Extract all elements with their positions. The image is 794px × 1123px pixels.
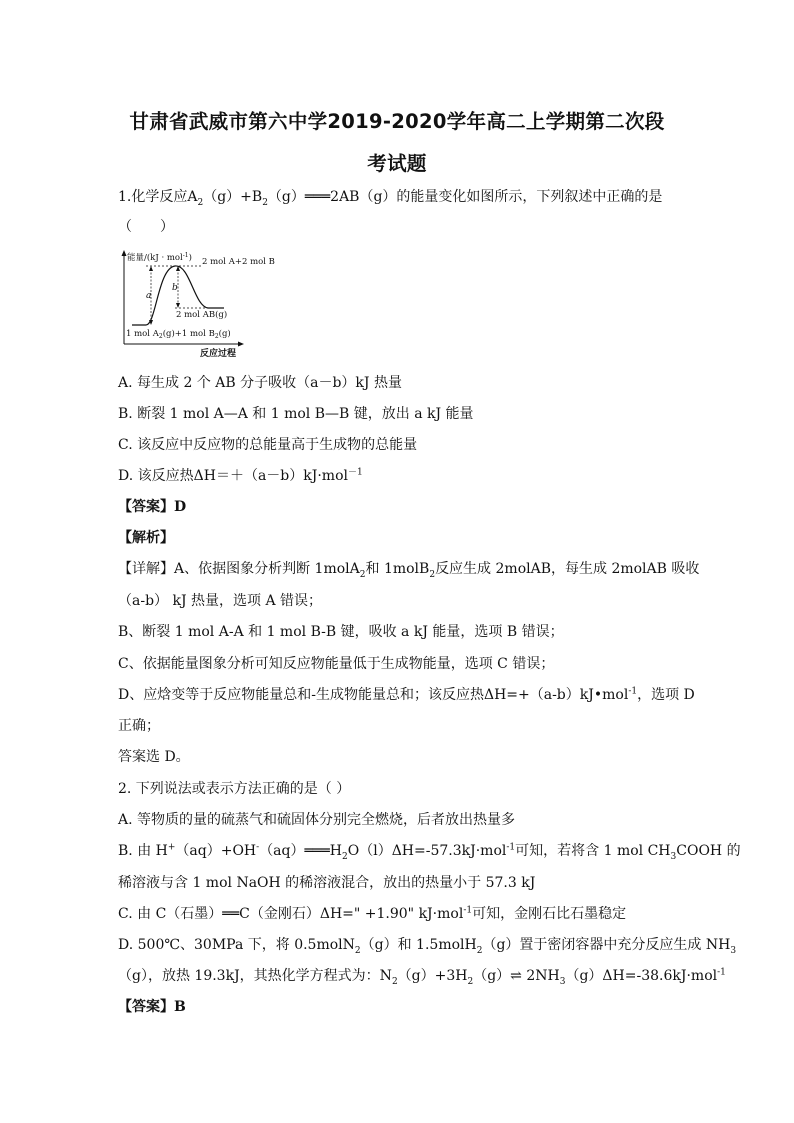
q2-option-d-part: （g）置于密闭容器中充分反应生成 NH bbox=[482, 937, 731, 953]
q2-option-c-part: 可知，金刚石比石墨稳定 bbox=[472, 906, 627, 922]
q2-option-b-part: COOH 的 bbox=[676, 843, 741, 859]
q2-option-b-part: 可知，若将含 1 mol CH bbox=[515, 843, 671, 859]
superscript: -1 bbox=[506, 842, 516, 853]
q2-option-d-part: （g）+3H bbox=[397, 968, 468, 984]
q1-detail-part: ，选项 D bbox=[637, 687, 695, 703]
q1-stem bbox=[118, 188, 662, 206]
top-level-label: 2 mol A+2 mol B bbox=[202, 257, 275, 267]
q2-option-a: A. 等物质的量的硫蒸气和硫固体分别完全燃烧，后者放出热量多 bbox=[118, 812, 516, 828]
q1-analysis-heading: 【解析】 bbox=[118, 530, 174, 546]
subscript: 2 bbox=[476, 945, 483, 956]
mid-level-label: 2 mol AB(g) bbox=[176, 310, 228, 320]
subscript: 2 bbox=[359, 569, 366, 580]
q1-detail-part: 反应生成 2molAB，每生成 2molAB 吸收 bbox=[435, 561, 700, 577]
q2-option-b-part: （aq）+OH bbox=[175, 843, 257, 859]
label-b: b bbox=[172, 283, 178, 293]
subscript: 2 bbox=[342, 851, 348, 862]
x-axis-label: 反应过程 bbox=[200, 349, 237, 359]
q2-option-c bbox=[118, 905, 626, 923]
subscript: 2 bbox=[467, 976, 474, 987]
q1-option-d bbox=[118, 467, 363, 485]
superscript: -1 bbox=[463, 905, 473, 916]
q1-detail-line-3: B、断裂 1 mol A-A 和 1 mol B-B 键，吸收 a kJ 能量，选项 B 错误； bbox=[118, 624, 564, 640]
q1-option-d-text: D. 该反应热ΔH＝＋（a－b）kJ·mol bbox=[118, 468, 348, 484]
q2-option-d-part: （g），放热 19.3kJ，其热化学方程式为：N bbox=[118, 968, 392, 984]
q2-option-b-part: （aq）═══H bbox=[259, 843, 342, 859]
subscript: 3 bbox=[670, 851, 677, 862]
subscript: 2 bbox=[197, 197, 204, 208]
label-a: a bbox=[146, 291, 152, 301]
q2-answer: 【答案】B bbox=[118, 999, 186, 1015]
subscript: 2 bbox=[262, 197, 268, 208]
y-axis-arrow bbox=[122, 250, 127, 256]
q2-stem: 2. 下列说法或表示方法正确的是（ ） bbox=[118, 781, 351, 797]
subscript: 2 bbox=[429, 569, 436, 580]
q1-detail-line-4: C、依据能量图象分析可知反应物能量低于生成物能量，选项 C 错误； bbox=[118, 656, 555, 672]
superscript: -1 bbox=[717, 967, 726, 978]
q1-detail-line-1 bbox=[118, 560, 699, 578]
q2-option-c-part: C. 由 C（石墨）══C（金刚石）ΔH=" +1.90" kJ·mol bbox=[118, 906, 464, 922]
q1-stem-part: （g）═══2AB（g）的能量变化如图所示，下列叙述中正确的是 bbox=[267, 189, 663, 205]
q1-option-a: A. 每生成 2 个 AB 分子吸收（a－b）kJ 热量 bbox=[118, 375, 402, 391]
superscript: －1 bbox=[347, 467, 363, 478]
q2-option-d-part: （g）⇌ 2NH bbox=[473, 968, 560, 984]
q1-detail-part: 和 1molB bbox=[365, 561, 430, 577]
q1-detail-line-7: 答案选 D。 bbox=[118, 749, 190, 765]
q1-option-c: C. 该反应中反应物的总能量高于生成物的总能量 bbox=[118, 437, 418, 453]
q2-option-b-part: B. 由 H bbox=[118, 843, 168, 859]
q2-option-d-line-1 bbox=[118, 936, 736, 954]
q2-option-b-line-1 bbox=[118, 842, 741, 860]
arrow-a-head-top bbox=[149, 266, 153, 271]
q1-detail-line-2: （a-b） kJ 热量，选项 A 错误； bbox=[118, 593, 323, 609]
q2-option-d-part: （g）和 1.5molH bbox=[360, 937, 477, 953]
x-axis-arrow bbox=[238, 342, 244, 347]
superscript: + bbox=[167, 842, 176, 853]
q1-detail-part: 【详解】A、依据图象分析判断 1molA bbox=[118, 561, 360, 577]
subscript: 2 bbox=[354, 945, 361, 956]
arrow-b-head-bottom bbox=[176, 303, 180, 308]
q1-stem-part: （g）+B bbox=[203, 189, 263, 205]
superscript: - bbox=[256, 842, 260, 853]
q1-detail-part: D、应焓变等于反应物能量总和-生成物能量总和；该反应热ΔH=+（a-b）kJ•mol bbox=[118, 687, 629, 703]
q2-option-d-line-2 bbox=[118, 967, 726, 985]
document-title-line-2: 考试题 bbox=[367, 152, 427, 175]
q2-option-b-line-2: 稀溶液与含 1 mol NaOH 的稀溶液混合，放出的热量小于 57.3 kJ bbox=[118, 875, 536, 891]
subscript: 3 bbox=[730, 945, 737, 956]
q1-stem-part: 1.化学反应A bbox=[118, 189, 198, 205]
q2-option-b-part: O（l）ΔH=-57.3kJ·mol bbox=[347, 843, 507, 859]
bottom-level-label: 1 mol $A_2(g)+1$ mol $B_2(g)$ bbox=[126, 329, 231, 340]
q1-detail-line-5 bbox=[118, 686, 695, 704]
document-title-line-1: 甘肃省武威市第六中学2019-2020学年高二上学期第二次段 bbox=[129, 110, 665, 133]
q1-detail-line-6: 正确； bbox=[118, 718, 160, 734]
q2-option-d-part: D. 500℃、30MPa 下，将 0.5molN bbox=[118, 937, 355, 953]
subscript: 3 bbox=[559, 976, 566, 987]
energy-diagram bbox=[118, 248, 298, 360]
y-axis-label: 能量/(kJ · mol$^{-1}$) bbox=[127, 252, 192, 263]
q1-option-b: B. 断裂 1 mol A—A 和 1 mol B—B 键，放出 a kJ 能量 bbox=[118, 406, 474, 422]
q2-option-d-part: （g）ΔH=-38.6kJ·mol bbox=[565, 968, 718, 984]
q1-answer-paren: （ ） bbox=[118, 219, 174, 235]
superscript: -1 bbox=[628, 686, 638, 697]
q1-answer: 【答案】D bbox=[118, 499, 187, 515]
subscript: 2 bbox=[391, 976, 398, 987]
